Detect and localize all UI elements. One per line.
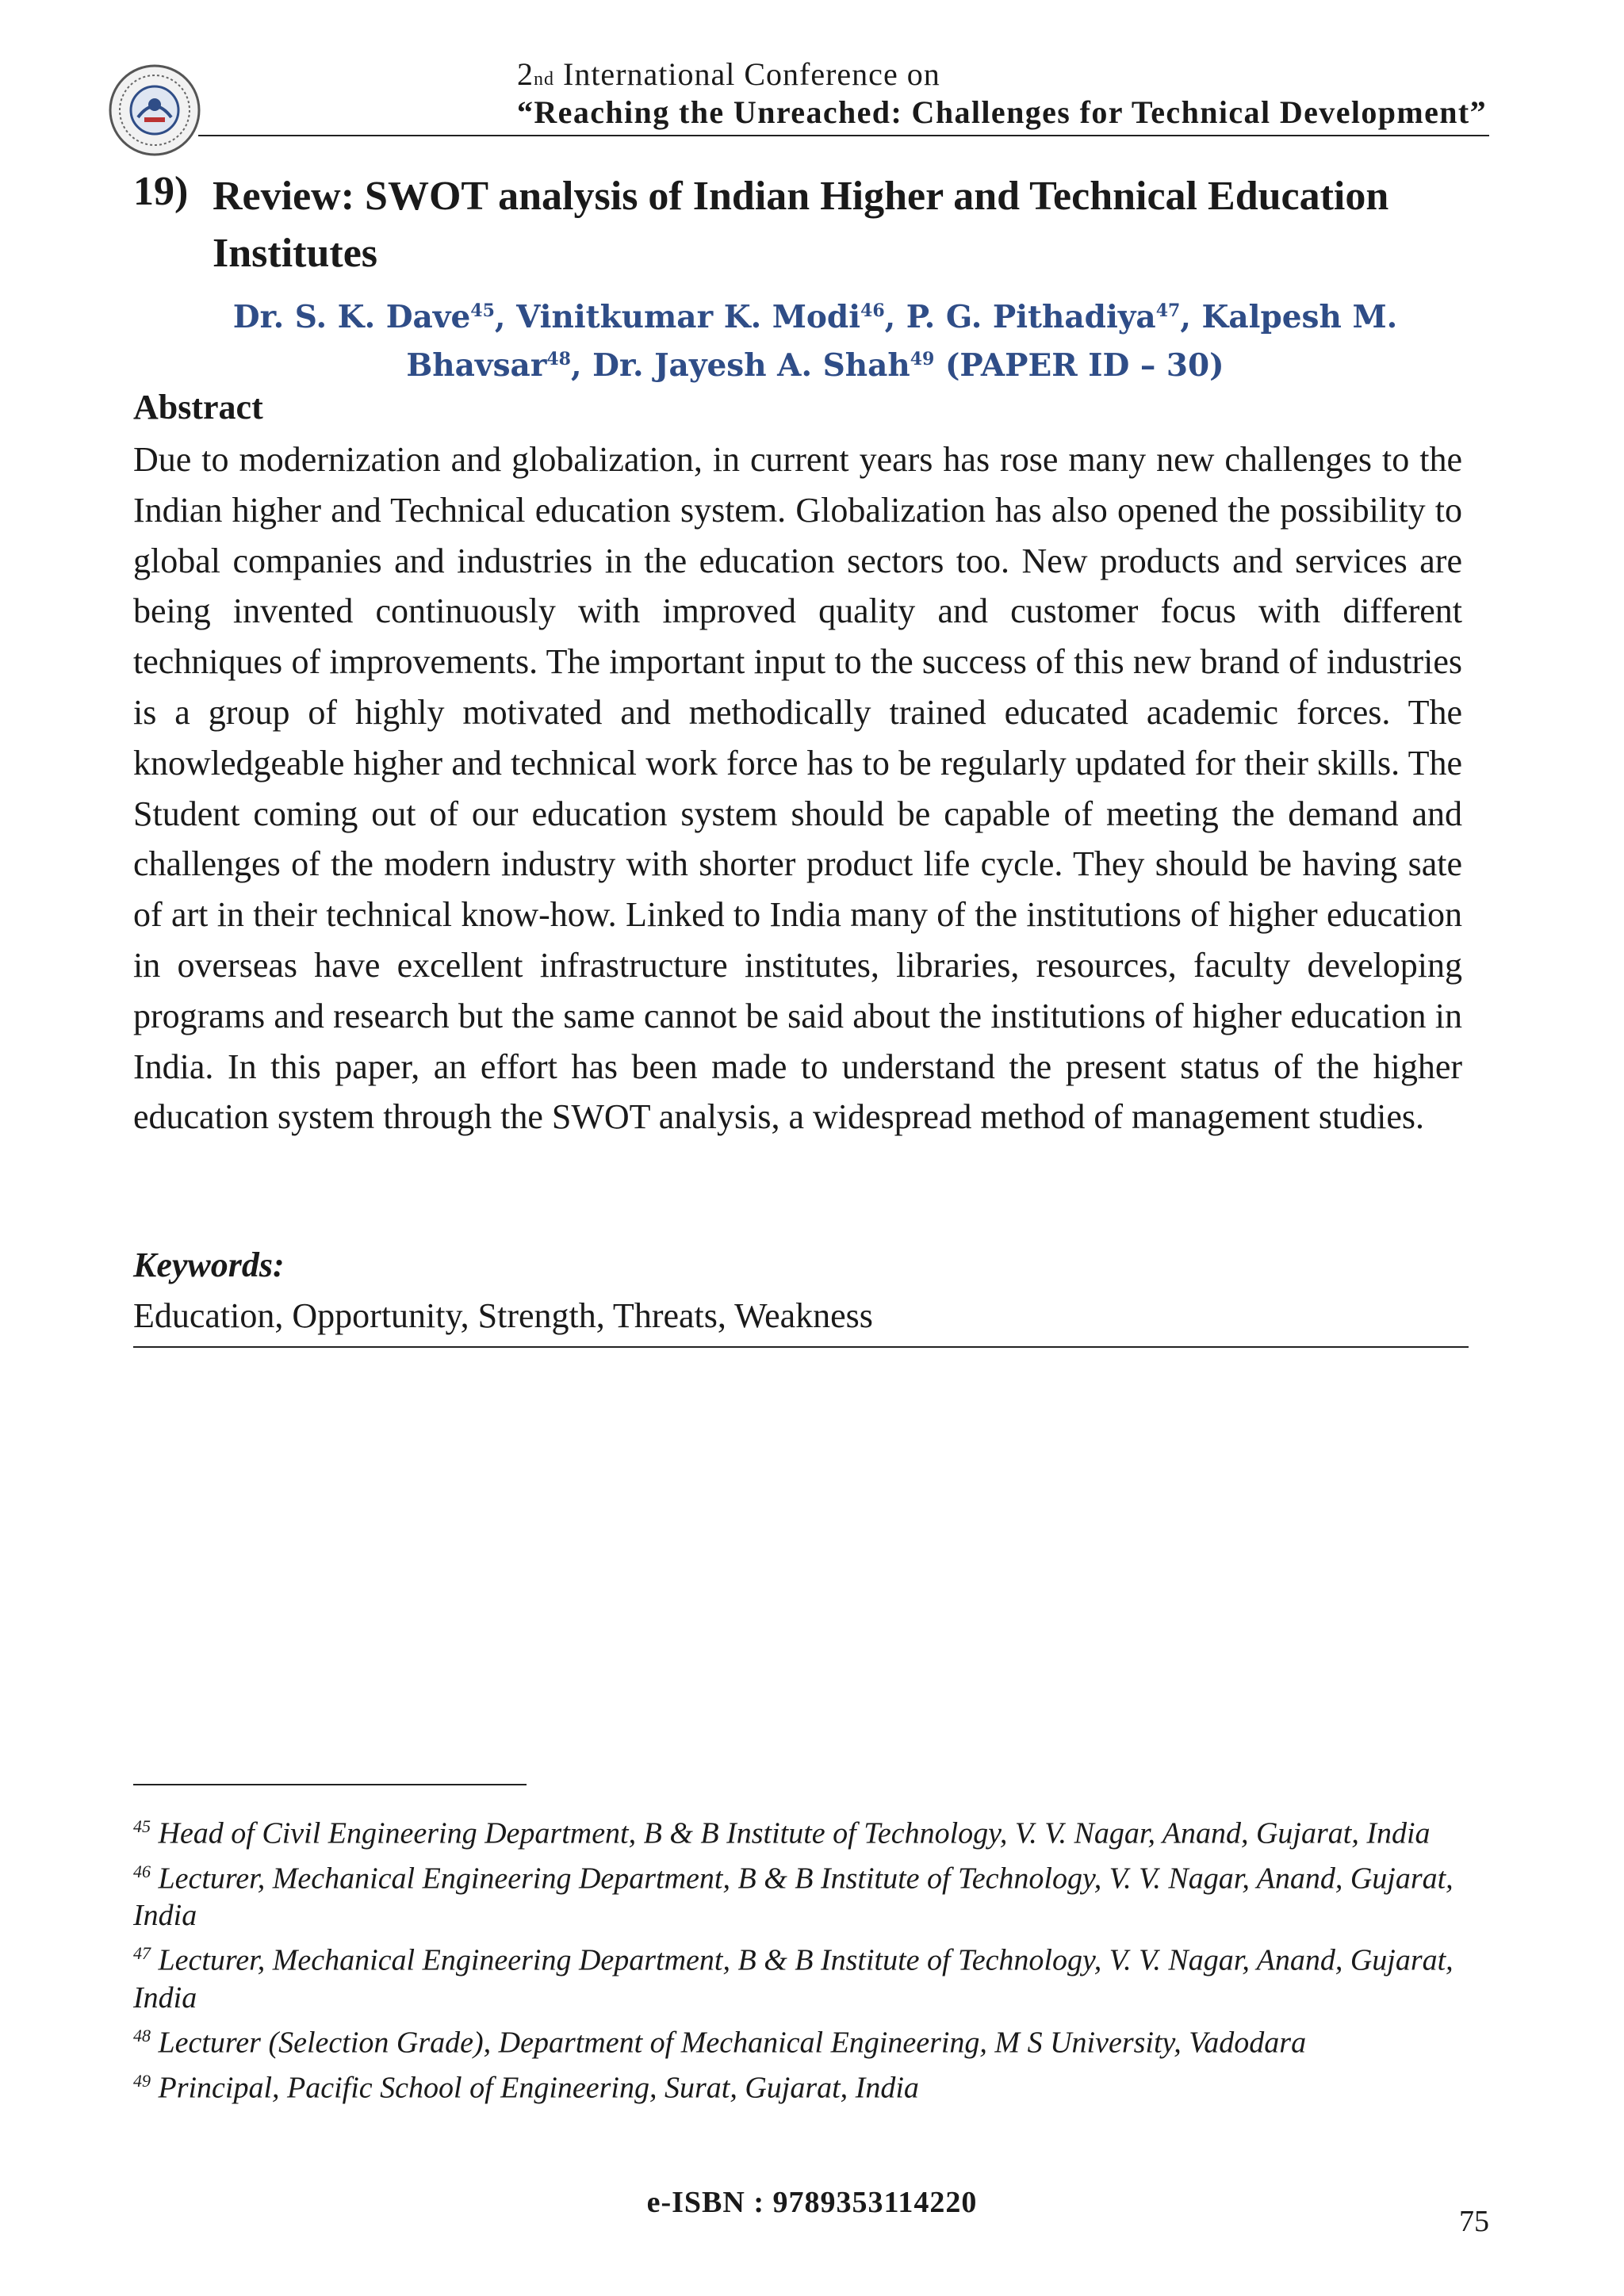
footnote-ref: 45 [133,1816,151,1836]
section-divider [133,1346,1469,1348]
footnote-text: Head of Civil Engineering Department, B & B Institute of Technology, V. V. Nagar, Anand, Gujarat, India [158,1816,1431,1850]
footnote-text: Lecturer (Selection Grade), Department of Mechanical Engineering, M S University, Vadodara [158,2026,1307,2060]
footnote [133,1808,1481,1853]
footnote-ref: 48 [133,2025,151,2045]
conference-theme: “Reaching the Unreached: Challenges for Technical Development” [517,94,1488,130]
conference-name: International Conference on [563,56,940,92]
footnote-ref: 46 [133,1861,151,1881]
conference-ordinal-suffix: nd [534,69,554,90]
footnote [133,2062,1481,2107]
author-ref[interactable]: 49 [910,349,935,369]
author-ref[interactable]: 45 [470,300,495,321]
author-ref[interactable]: 47 [1155,300,1181,321]
abstract-heading: Abstract [133,388,263,427]
author-name: Kalpesh M. [1201,299,1398,335]
footnote [133,1934,1481,2017]
author-ref[interactable]: 46 [860,300,885,321]
author-name: Vinitkumar K. Modi [516,299,861,335]
author-name: Bhavsar [406,347,547,384]
keywords-heading: Keywords: [133,1246,285,1284]
conference-title-line1 [517,55,940,93]
author-ref[interactable]: 48 [546,349,571,369]
keywords-text: Education, Opportunity, Strength, Threats, Weakness [133,1296,873,1335]
footnote-ref: 47 [133,1943,151,1964]
footnote-ref: 49 [133,2070,151,2091]
footnote-divider [133,1784,527,1785]
footnote [133,2017,1481,2062]
page-number: 75 [1459,2205,1489,2238]
author-name: P. G. Pithadiya [906,299,1156,335]
author-name: Dr. Jayesh A. Shah [592,347,910,384]
footnote-text: Lecturer, Mechanical Engineering Department, B & B Institute of Technology, V. V. Nagar, Anand, Gujarat, India [133,1943,1454,2015]
footnote [133,1853,1481,1935]
abstract-text: Due to modernization and globalization, in current years has rose many new challenges to the Indian higher and Technical education system. Globalization has also opened the possibility to global companies and industries in the education sectors too. New products and services are being invented continuously with improved quality and customer focus with different techniques of improvements. The important input to the success of this new brand of industries is a group of highly motivated and methodically trained educated academic forces. The knowledgeable higher and technical work force has to be regularly updated for their skills. The Student coming out of our education system should be capable of meeting the demand and challenges of the modern industry with shorter product life cycle. They should be having sate of art in their technical know-how. Linked to India many of the institutions of higher education in overseas have excellent infrastructure institutes, libraries, resources, faculty developing programs and research but the same cannot be said about the institutions of higher education in India. In this paper, an effort has been made to understand the present status of the higher education system through the SWOT analysis, a widespread method of management studies. [133,440,1462,1137]
paper-title: Review: SWOT analysis of Indian Higher and Technical Education Institutes [213,174,1389,276]
authors-line: Dr. S. K. Dave$^{45}$, Vinitkumar K. Modi$^{46}$, P. G. Pithadiya$^{47}$, Kalpesh M. [232,299,1398,335]
conference-ordinal: 2 [517,56,534,92]
footnotes [133,1808,1481,2107]
header-divider [198,135,1489,136]
paper-number: 19) [133,169,189,214]
paper-id: (PAPER ID – 30) [944,347,1224,384]
institute-seal-icon [108,63,201,157]
isbn: e-ISBN : 9789353114220 [646,2186,978,2219]
footnote-text: Lecturer, Mechanical Engineering Department, B & B Institute of Technology, V. V. Nagar, Anand, Gujarat, India [133,1862,1454,1933]
footnote-text: Principal, Pacific School of Engineering, Surat, Gujarat, India [158,2071,919,2105]
authors-line: Bhavsar$^{48}$, Dr. Jayesh A. Shah$^{49}$ (PAPER ID – 30) [406,347,1224,384]
author-name: Dr. S. K. Dave [232,299,471,335]
